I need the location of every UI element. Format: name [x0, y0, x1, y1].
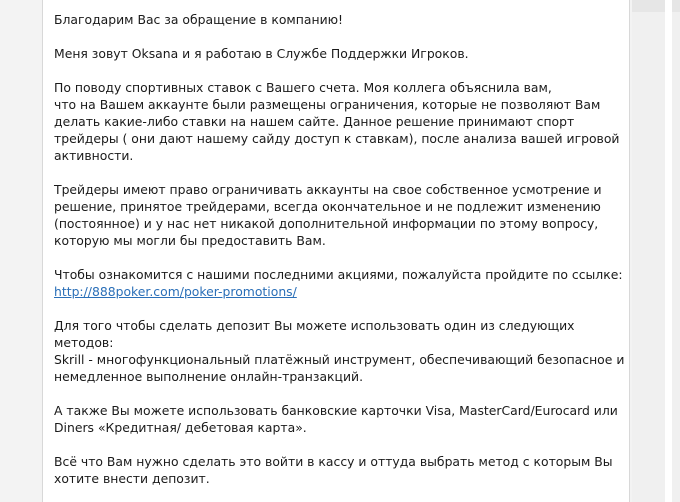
paragraph-traders-line: решение, принятое трейдерами, всегда окончательное и не подлежит изменению — [54, 199, 601, 214]
right-side-panel — [632, 0, 680, 502]
paragraph-restrictions-line: трейдеры ( они дают нашему сайду доступ к ставкам), после анализа вашей игровой — [54, 131, 620, 146]
email-message-pane — [42, 0, 630, 502]
paragraph-traders-line: которую мы могли бы предоставить Вам. — [54, 233, 326, 248]
paragraph-restrictions-line: активности. — [54, 148, 134, 163]
closing-line: Всё что Вам нужно сделать это войти в кассу и оттуда выбрать метод с которым Вы — [54, 454, 613, 469]
deposit-methods-line: Skrill - многофункциональный платёжный инструмент, обеспечивающий безопасное и — [54, 352, 625, 367]
email-body — [54, 11, 629, 487]
deposit-methods-line: Для того чтобы сделать депозит Вы можете использовать один из следующих — [54, 318, 575, 333]
right-panel-header — [632, 0, 680, 12]
closing-line: хотите внести депозит. — [54, 471, 210, 486]
promo-text: Чтобы ознакомится с нашими последними акциями, пожалуйста пройдите по ссылке: — [54, 267, 623, 282]
paragraph-restrictions-line: делать какие-либо ставки на нашем сайте. Данное решение принимают спорт — [54, 114, 575, 129]
paragraph-traders-line: (постоянное) и у нас нет никакой дополнительной информации по этому вопросу, — [54, 216, 599, 231]
right-panel-divider — [665, 0, 672, 502]
cards-line: А также Вы можете использовать банковские карточки Visa, MasterCard/Eurocard или — [54, 403, 618, 418]
paragraph-restrictions-line: По поводу спортивных ставок с Вашего счета. Моя коллега объяснила вам, — [54, 80, 552, 95]
deposit-methods-line: немедленное выполнение онлайн-транзакций. — [54, 369, 364, 384]
cards-line: Diners «Кредитная/ дебетовая карта». — [54, 420, 307, 435]
deposit-methods-line: методов: — [54, 335, 114, 350]
greeting-line: Благодарим Вас за обращение в компанию! — [54, 12, 344, 27]
paragraph-traders-line: Трейдеры имеют право ограничивать аккаунты на свое собственное усмотрение и — [54, 182, 602, 197]
left-gutter — [0, 0, 42, 502]
intro-line: Меня зовут Oksana и я работаю в Службе Поддержки Игроков. — [54, 46, 469, 61]
promo-link[interactable]: http://888poker.com/poker-promotions/ — [54, 284, 297, 299]
paragraph-restrictions-line: что на Вашем аккаунте были размещены ограничения, которые не позволяют Вам — [54, 97, 601, 112]
